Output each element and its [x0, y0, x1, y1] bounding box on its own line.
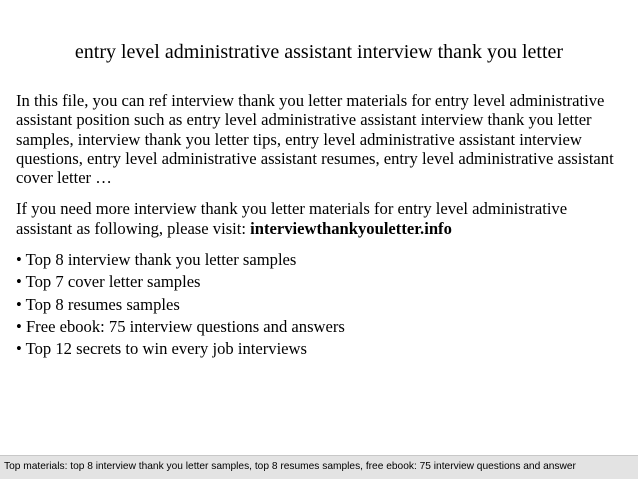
content-body [16, 91, 621, 362]
more-info-paragraph [16, 199, 621, 238]
footer-text: Top materials: top 8 interview thank you letter samples, top 8 resumes samples, free ebook: 75 interview questions and answer [4, 461, 576, 472]
website-link[interactable]: interviewthankyouletter.info [250, 218, 452, 238]
more-info-text: If you need more interview thank you letter materials for entry level administrative assistant as following, please visit: [16, 199, 568, 238]
intro-paragraph: In this file, you can ref interview thank you letter materials for entry level administrative assistant position such as entry level administrative assistant interview thank you letter samples, interview thank you letter tips, entry level administrative assistant interview questions, entry level administrative assistant resumes, entry level administrative assistant cover letter … [16, 91, 614, 188]
list-item: • Top 8 interview thank you letter samples [16, 250, 297, 270]
list-item: • Top 8 resumes samples [16, 294, 180, 314]
list-item: • Top 12 secrets to win every job interviews [16, 339, 307, 359]
list-item: • Free ebook: 75 interview questions and answers [16, 316, 345, 336]
list-item: • Top 7 cover letter samples [16, 272, 201, 292]
page-title: entry level administrative assistant interview thank you letter [74, 41, 564, 63]
footer-bar [0, 455, 638, 479]
materials-list [16, 250, 621, 358]
